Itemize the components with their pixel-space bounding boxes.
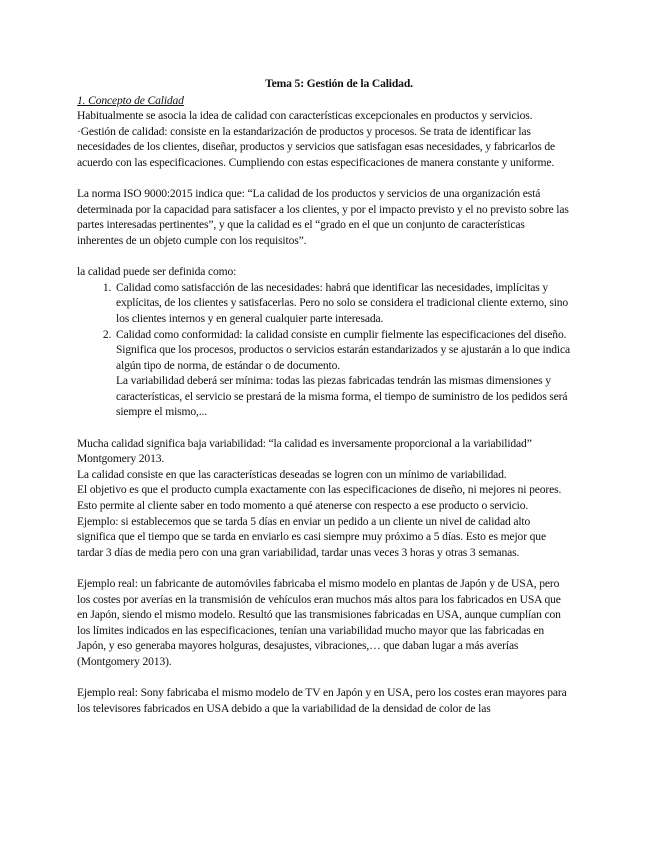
spacer [77,420,571,436]
calidad-definitions-list [77,280,571,420]
variabilidad-paragraph: La calidad consiste en que las características deseadas se logren con un mínimo de variabilidad. [77,467,507,481]
definida-paragraph: la calidad puede ser definida como: [77,265,237,279]
iso-paragraph: La norma ISO 9000:2015 indica que: “La calidad de los productos y servicios de una organización está determinada por la capacidad para satisfacer a los clientes, y por el impacto previsto y el no previsto sobre las partes interesadas pertinentes”, y que la calidad es el “grado en el que un conjunto de características inherentes de un objeto cumple con los requisitos”. [77,187,569,247]
ejemplo-automoviles-paragraph: Ejemplo real: un fabricante de automóviles fabricaba el mismo modelo en plantas de Japón y de USA, pero los costes por averías en la transmisión de vehículos eran muchos más altos para los fabricados en USA que en Japón, siendo el mismo modelo. Resultó que las transmisiones fabricadas en USA, aunque cumplían con los límites indicados en las especificaciones, tenían una variabilidad mucho mayor que las fabricadas en Japón, y eso generaba mayores holguras, desajustes, vibraciones,… que daban lugar a más averías (Montgomery 2013). [77,577,561,668]
page-title: Tema 5: Gestión de la Calidad. [265,77,413,90]
intro-paragraph: Habitualmente se asocia la idea de calidad con características excepcionales en productos y servicios. [77,109,533,123]
spacer [77,249,571,265]
list-item [114,327,571,421]
spacer [77,670,571,686]
variabilidad-paragraph: Mucha calidad significa baja variabilidad: “la calidad es inversamente proporcional a la variabilidad” Montgomery 2013. [77,436,532,466]
spacer [77,560,571,576]
ejemplo-sony-paragraph: Ejemplo real: Sony fabricaba el mismo modelo de TV en Japón y en USA, pero los costes eran mayores para los televisores fabricados en USA debido a que la variabilidad de la densidad de color de las [77,686,567,715]
variabilidad-example-paragraph: Ejemplo: si establecemos que se tarda 5 días en enviar un pedido a un cliente un nivel de calidad alto significa que el tiempo que se tarda en enviarlo es casi siempre muy próximo a 5 días. Esto es mejor que tardar 3 días de media pero con una gran variabilidad, tardar unas veces 3 horas y otras 3 semanas. [77,514,546,559]
variabilidad-paragraph: El objetivo es que el producto cumpla exactamente con las especificaciones de diseño, ni mejores ni peores. Esto permite al cliente saber en todo momento a qué atenerse con respecto a ese producto o servicio. [77,483,562,513]
gestion-calidad-paragraph: ·Gestión de calidad: consiste en la estandarización de productos y procesos. Se trata de identificar las necesidades de los clientes, diseñar, productos y servicios que satisfagan esas necesidades, y fabricarlos de acuerdo con las especificaciones. Cumpliendo con estas especificaciones de manera constante y uniforme. [77,124,556,169]
list-item [114,280,571,327]
section-heading-concepto-calidad: 1. Concepto de Calidad [77,93,184,107]
list-item-text: Calidad como satisfacción de las necesidades: habrá que identificar las necesidades, implícitas y explícitas, de los clientes y satisfacerlas. Pero no solo se considera el tradicional cliente externo, sino los clientes internos y en general cualquier parte interesada. [116,280,569,325]
list-item-extra-text: La variabilidad deberá ser mínima: todas las piezas fabricadas tendrán las mismas dimensiones y características, el servicio se prestará de la misma forma, el tiempo de suministro de los pedidos será siempre el mismo,... [116,374,568,419]
spacer [77,171,571,187]
list-item-text: Calidad como conformidad: la calidad consiste en cumplir fielmente las especificaciones del diseño. Significa que los procesos, productos o servicios estarán estandarizados y se ajustarán a lo que indica algún tipo de norma, de estándar o de documento. [116,327,570,372]
